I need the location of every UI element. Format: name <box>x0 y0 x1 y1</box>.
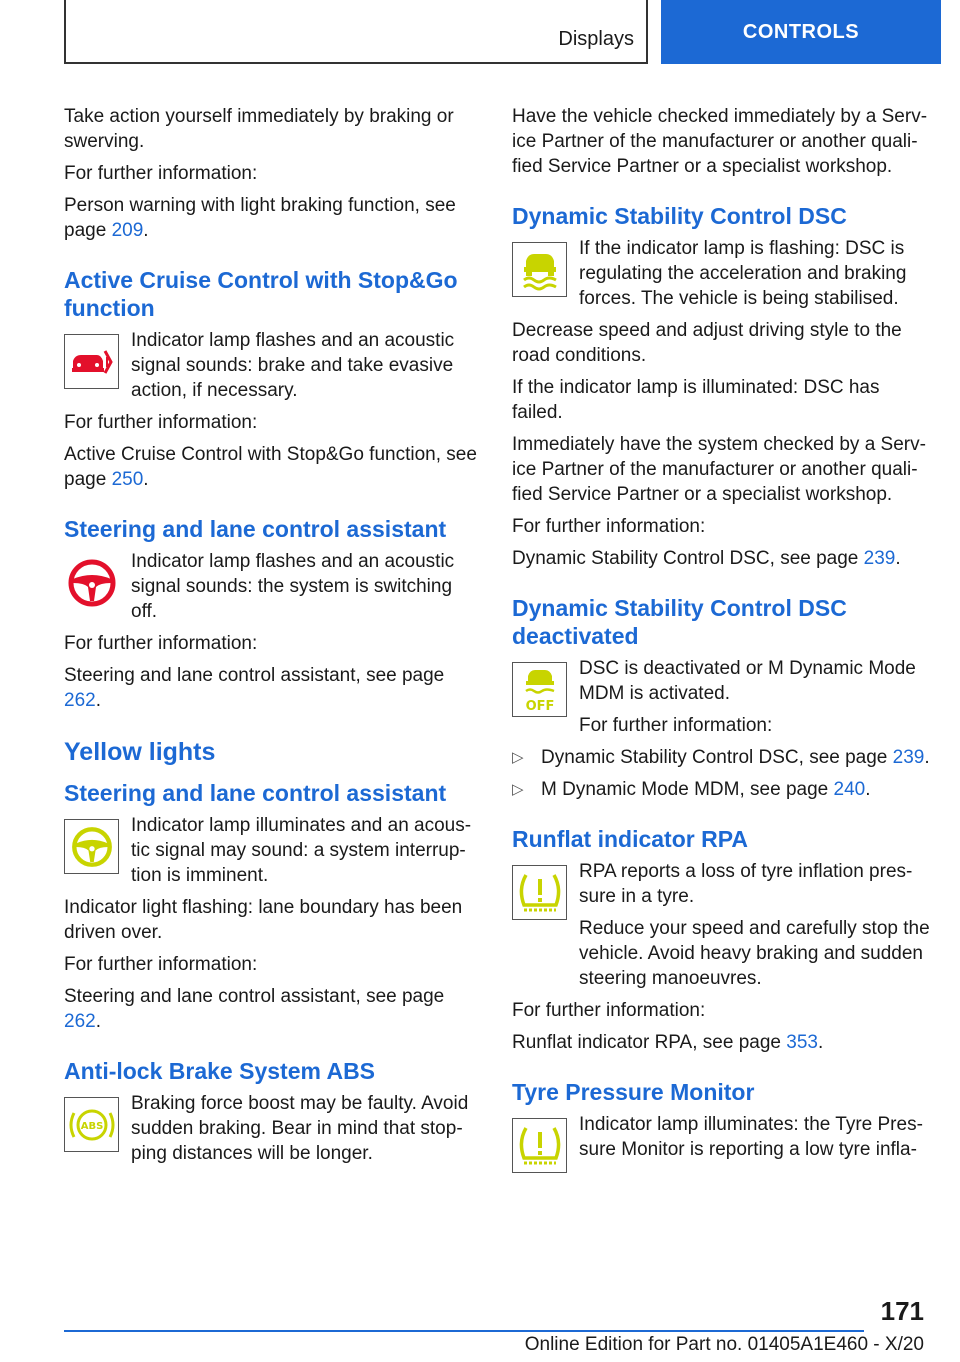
indicator-block <box>64 1091 482 1166</box>
paragraph: If the indicator lamp is flashing: DSC is regulating the acceleration and braking forces. The vehicle is being stabilised. <box>579 238 907 309</box>
page-link[interactable]: 250 <box>111 469 144 490</box>
paragraph: Dynamic Stability Control DSC, see page 239. <box>512 548 901 569</box>
paragraph: Take action yourself immediately by braking or swerving. <box>64 106 454 152</box>
paragraph: For further information: <box>64 633 258 654</box>
paragraph: Decrease speed and adjust driving style to the road conditions. <box>512 320 902 366</box>
paragraph: Have the vehicle checked immediately by a Service Partner of the manufacturer or another qualified Service Partner or a specialist workshop. <box>512 106 928 177</box>
paragraph: Indicator lamp flashes and an acoustic signal sounds: the system is switching off. <box>131 551 455 622</box>
paragraph: For further information: <box>64 412 258 433</box>
section-heading: Steering and lane control assistant <box>64 780 447 806</box>
steering-wheel-red-icon <box>64 555 119 610</box>
indicator-block <box>64 549 482 624</box>
section-heading: Dynamic Stability Control DSC deactivated <box>512 595 847 649</box>
edition-note: Online Edition for Part no. 01405A1E460 - X/20 <box>524 1334 924 1355</box>
paragraph: For further information: <box>64 163 258 184</box>
paragraph: For further information: <box>512 1000 706 1021</box>
paragraph: Steering and lane control assistant, see page 262. <box>64 665 445 711</box>
tyre-warning-icon <box>512 865 567 920</box>
paragraph: Steering and lane control assistant, see page 262. <box>64 986 445 1032</box>
right-column <box>512 104 930 1170</box>
bullet-item: ▷ M Dynamic Mode MDM, see page 240. <box>512 779 871 800</box>
section-heading: Tyre Pressure Monitor <box>512 1079 755 1105</box>
page-link[interactable]: 353 <box>786 1032 818 1053</box>
abs-icon <box>64 1097 119 1152</box>
paragraph: Immediately have the system checked by a Service Partner of the manufacturer or another qualified Service Partner or a specialist workshop. <box>512 434 926 505</box>
header-section-title: Displays <box>558 28 634 50</box>
paragraph: Indicator light flashing: lane boundary has been driven over. <box>64 897 463 943</box>
page-number: 171 <box>880 1296 924 1326</box>
bullet-arrow-icon: ▷ <box>512 749 524 766</box>
header-chapter-tab[interactable]: CONTROLS <box>661 0 941 64</box>
indicator-block <box>512 859 930 991</box>
page-link[interactable]: 209 <box>111 220 144 241</box>
paragraph: For further information: <box>512 516 706 537</box>
section-heading: Steering and lane control assistant <box>64 516 447 542</box>
page-link[interactable]: 240 <box>833 779 866 800</box>
indicator-block <box>512 1112 930 1170</box>
section-heading: Dynamic Stability Control DSC <box>512 203 847 229</box>
steering-wheel-yellow-icon <box>64 819 119 874</box>
dsc-icon <box>512 242 567 297</box>
cruise-control-warning-icon <box>64 334 119 389</box>
section-heading: Runflat indicator RPA <box>512 826 748 852</box>
paragraph: Indicator lamp flashes and an acoustic signal sounds: brake and take evasive action, if necessary. <box>131 330 455 401</box>
dsc-off-icon <box>512 662 567 717</box>
paragraph: Person warning with light braking function, see page 209. <box>64 195 456 241</box>
indicator-block <box>512 236 930 311</box>
section-heading: Anti-lock Brake System ABS <box>64 1058 376 1084</box>
bullet-item: ▷ Dynamic Stability Control DSC, see page 239. <box>512 747 930 768</box>
paragraph: DSC is deactivated or M Dynamic Mode MDM is activated. <box>579 658 916 704</box>
indicator-block <box>64 328 482 403</box>
paragraph: For further information: <box>579 715 773 736</box>
abs-icon-label: ABS <box>80 1120 103 1132</box>
paragraph: For further information: <box>64 954 258 975</box>
paragraph: Reduce your speed and carefully stop the vehicle. Avoid heavy braking and sudden steering manoeuvres. <box>579 918 930 989</box>
dsc-off-icon-label: OFF <box>525 698 554 714</box>
paragraph: Braking force boost may be faulty. Avoid sudden braking. Bear in mind that stopping distances will be longer. <box>131 1093 469 1164</box>
paragraph: If the indicator lamp is illuminated: DSC has failed. <box>512 377 880 423</box>
page-link[interactable]: 262 <box>64 1011 96 1032</box>
paragraph: Indicator lamp illuminates: the Tyre Pressure Monitor is reporting a low tyre infla- <box>579 1114 923 1160</box>
tyre-pressure-icon <box>512 1118 567 1173</box>
indicator-block <box>512 656 930 738</box>
footer-divider <box>64 1330 864 1332</box>
paragraph: Runflat indicator RPA, see page 353. <box>512 1032 824 1053</box>
paragraph: RPA reports a loss of tyre inflation pressure in a tyre. <box>579 861 913 907</box>
page-link[interactable]: 239 <box>892 747 925 768</box>
page-link[interactable]: 239 <box>863 548 896 569</box>
bullet-arrow-icon: ▷ <box>512 781 524 798</box>
chapter-heading: Yellow lights <box>64 738 216 766</box>
page-link[interactable]: 262 <box>64 690 96 711</box>
indicator-block <box>64 813 482 888</box>
paragraph: Active Cruise Control with Stop&Go function, see page 250. <box>64 444 477 490</box>
left-column <box>64 104 482 1173</box>
paragraph: Indicator lamp illuminates and an acoustic signal may sound: a system interruption is imminent. <box>131 815 472 886</box>
section-heading: Active Cruise Control with Stop&Go function <box>64 267 458 321</box>
